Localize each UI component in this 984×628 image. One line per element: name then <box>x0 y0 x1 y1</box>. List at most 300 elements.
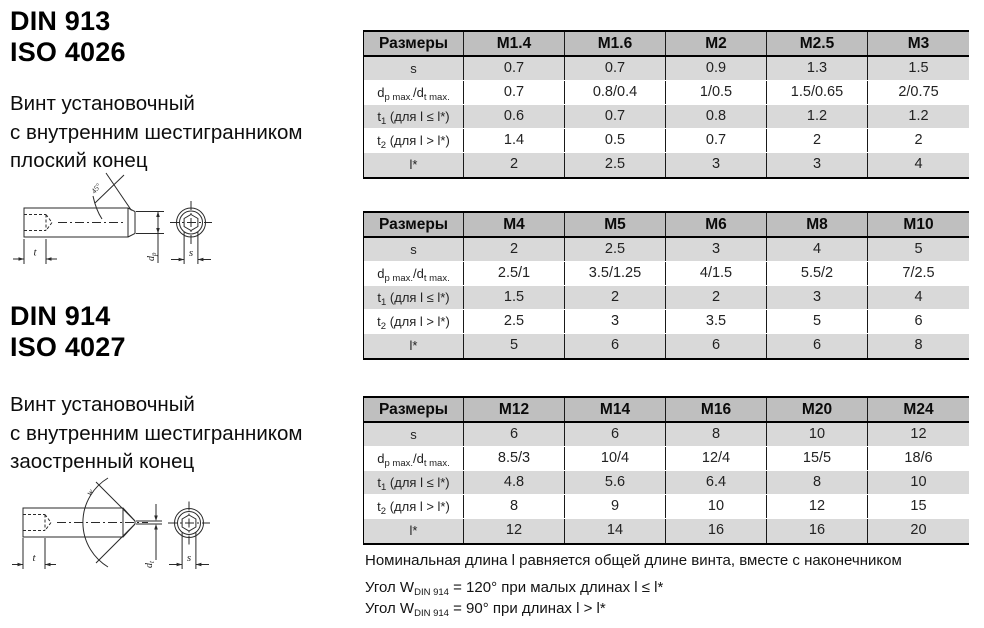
value-cell <box>565 423 666 446</box>
standard-code-din: DIN 914 <box>10 301 111 331</box>
value-cell <box>868 495 969 518</box>
label-text: t <box>377 109 382 124</box>
cell-value: 4.8 <box>503 474 525 490</box>
size-table-m4-m10 <box>363 211 969 360</box>
cell-value: 12/4 <box>701 450 731 466</box>
header-cell-thread-size <box>868 32 969 55</box>
label-text: s <box>410 61 417 76</box>
cell-value: 0.5 <box>604 132 626 148</box>
cell-value: 3 <box>711 156 721 172</box>
cell-value: 2/0.75 <box>898 84 939 100</box>
value-cell <box>565 81 666 104</box>
table-row <box>364 238 969 262</box>
header-label: M16 <box>700 401 732 418</box>
value-cell <box>464 129 565 152</box>
header-label: M24 <box>903 401 934 418</box>
label-text: d <box>377 266 385 281</box>
cell-value: 8 <box>914 337 923 353</box>
label-text: /d <box>413 451 424 466</box>
value-cell <box>868 262 969 285</box>
cell-value: 0.7 <box>705 132 727 148</box>
cell-value: 3 <box>812 156 822 172</box>
cell-value: 2 <box>509 156 519 172</box>
cell-value: 6 <box>914 313 923 329</box>
label-text: l* <box>409 338 418 353</box>
cell-value: 2.5 <box>503 313 525 329</box>
header-cell-thread-size <box>464 32 565 55</box>
note-text: Угол W <box>365 600 415 617</box>
header-label: M2.5 <box>799 35 835 52</box>
value-cell <box>868 129 969 152</box>
cell-value: 2.5 <box>604 156 626 172</box>
value-cell <box>666 310 767 333</box>
cell-value: 6 <box>610 337 620 353</box>
value-cell <box>868 471 969 494</box>
cell-value: 2.5 <box>604 241 626 257</box>
header-cell-thread-size <box>767 32 868 55</box>
label-text: t <box>377 475 382 490</box>
row-label <box>364 310 464 333</box>
value-cell <box>565 286 666 309</box>
value-cell <box>464 519 565 543</box>
cell-value: 6 <box>509 426 519 442</box>
cell-value: 15 <box>910 498 927 514</box>
value-cell <box>868 153 969 177</box>
cell-value: 1.2 <box>806 108 828 124</box>
value-cell <box>767 471 868 494</box>
value-cell <box>666 81 767 104</box>
cell-value: 1.5/0.65 <box>790 84 844 100</box>
cell-value: 16 <box>707 522 725 538</box>
header-label: M20 <box>801 401 833 418</box>
value-cell <box>868 519 969 543</box>
row-label <box>364 519 464 543</box>
cell-value: 12 <box>505 522 523 538</box>
header-cell-thread-size <box>565 32 666 55</box>
cell-value: 1.5 <box>908 60 929 76</box>
value-cell <box>666 519 767 543</box>
header-cell-thread-size <box>868 398 969 421</box>
table-row <box>364 471 969 495</box>
label-text: t <box>377 314 381 329</box>
header-cell-thread-size <box>868 213 969 236</box>
cell-value: 3.5 <box>705 313 727 329</box>
cell-value: 15/5 <box>802 450 832 466</box>
label-text: (для l > l*) <box>386 314 450 329</box>
label-text: (для l ≤ l*) <box>386 109 450 124</box>
value-cell <box>868 238 969 261</box>
value-cell <box>565 471 666 494</box>
table-header-row <box>364 213 969 238</box>
note-nominal-length <box>365 552 902 569</box>
row-label <box>364 262 464 285</box>
value-cell <box>868 423 969 446</box>
cell-value: 3 <box>610 313 620 329</box>
end-view-centerlines <box>168 502 210 545</box>
cell-value: 0.8/0.4 <box>592 84 638 100</box>
value-cell <box>565 334 666 358</box>
dt-dimension-lines <box>136 504 162 560</box>
cell-value: 4 <box>914 289 923 305</box>
table-row <box>364 129 969 153</box>
cell-value: 2 <box>711 289 721 305</box>
value-cell <box>565 495 666 518</box>
cell-value: 0.7 <box>503 60 525 76</box>
note-angle-90 <box>365 600 606 619</box>
label-text: s <box>410 427 417 442</box>
value-cell <box>767 286 868 309</box>
value-cell <box>666 129 767 152</box>
label-text: t <box>377 133 381 148</box>
cell-value: 0.6 <box>503 108 525 124</box>
value-cell <box>464 57 565 80</box>
dt-label-base: d <box>144 563 155 568</box>
header-label: Размеры <box>378 216 449 233</box>
header-cell-sizes <box>364 398 464 421</box>
hex-socket-hidden-lines <box>23 515 51 531</box>
header-label: M1.6 <box>597 35 633 52</box>
standard-codes-din914 <box>10 301 126 363</box>
value-cell <box>464 286 565 309</box>
label-text: t <box>377 290 382 305</box>
value-cell <box>565 310 666 333</box>
label-text: (для l > l*) <box>386 499 450 514</box>
row-label <box>364 81 464 104</box>
header-label: M8 <box>806 216 828 233</box>
value-cell <box>868 57 969 80</box>
cell-value: 0.7 <box>604 108 626 124</box>
value-cell <box>666 471 767 494</box>
dt-dimension-label <box>144 560 156 568</box>
screw-side-view <box>13 173 212 264</box>
value-cell <box>464 105 565 128</box>
value-cell <box>464 153 565 177</box>
label-subscript: 2 <box>380 506 387 517</box>
header-cell-thread-size <box>767 213 868 236</box>
table-row <box>364 57 969 81</box>
table-row <box>364 519 969 543</box>
label-text: t <box>377 499 381 514</box>
standard-code-din: DIN 913 <box>10 6 111 36</box>
value-cell <box>767 81 868 104</box>
product-description-din914 <box>10 391 303 477</box>
header-cell-sizes <box>364 32 464 55</box>
table-header-row <box>364 32 969 57</box>
value-cell <box>464 81 565 104</box>
header-label: M2 <box>705 35 727 52</box>
header-label: M1.4 <box>496 35 532 52</box>
value-cell <box>767 334 868 358</box>
value-cell <box>666 153 767 177</box>
value-cell <box>868 81 969 104</box>
row-label <box>364 286 464 309</box>
table-row <box>364 495 969 519</box>
cell-value: 1/0.5 <box>699 84 733 100</box>
cell-value: 6 <box>812 337 822 353</box>
t-dimension-label: t <box>33 246 37 259</box>
s-dimension-label: s <box>186 552 192 564</box>
label-subscript: 1 <box>381 116 387 127</box>
label-text: (для l > l*) <box>386 133 450 148</box>
header-cell-thread-size <box>767 398 868 421</box>
cell-value: 0.7 <box>503 84 525 100</box>
cell-value: 1.3 <box>806 60 828 76</box>
value-cell <box>464 495 565 518</box>
value-cell <box>464 447 565 470</box>
cell-value: 1.4 <box>503 132 525 148</box>
note-angle-120 <box>365 579 663 598</box>
value-cell <box>767 519 868 543</box>
label-text: l* <box>409 157 418 172</box>
value-cell <box>666 495 767 518</box>
s-dimension-label: s <box>188 247 194 259</box>
row-label <box>364 495 464 518</box>
label-text: (для l ≤ l*) <box>386 290 450 305</box>
value-cell <box>565 447 666 470</box>
cell-value: 2 <box>812 132 822 148</box>
label-subscript: 2 <box>380 321 387 332</box>
cell-value: 3.5/1.25 <box>588 265 642 281</box>
dt-label-subscript: t <box>148 561 156 563</box>
standard-code-iso: ISO 4027 <box>10 332 126 362</box>
dp-label-base: d <box>146 256 157 261</box>
value-cell <box>767 447 868 470</box>
value-cell <box>666 447 767 470</box>
value-cell <box>767 153 868 177</box>
angle-45-label: 45° <box>89 181 103 196</box>
table-row <box>364 262 969 286</box>
cell-value: 4/1.5 <box>699 265 733 281</box>
header-cell-thread-size <box>565 398 666 421</box>
cell-value: 10/4 <box>600 450 630 466</box>
cell-value: 5.5/2 <box>800 265 834 281</box>
value-cell <box>767 310 868 333</box>
value-cell <box>767 105 868 128</box>
value-cell <box>464 262 565 285</box>
note-text: Номинальная длина l равняется общей длине винта, вместе с наконечником <box>365 552 902 569</box>
cell-value: 0.8 <box>705 108 727 124</box>
row-label <box>364 471 464 494</box>
value-cell <box>767 129 868 152</box>
table-row <box>364 334 969 358</box>
cell-value: 2 <box>509 241 519 257</box>
value-cell <box>666 57 767 80</box>
note-text: Угол W <box>365 579 415 596</box>
end-view-centerlines <box>170 201 212 244</box>
cell-value: 5 <box>914 241 923 257</box>
description-line: Винт установочный <box>10 393 195 416</box>
header-label: M14 <box>599 401 631 418</box>
header-label: M5 <box>604 216 626 233</box>
cell-value: 4 <box>914 156 923 172</box>
description-line: заостренный конец <box>10 450 195 473</box>
cell-value: 0.7 <box>604 60 626 76</box>
row-label <box>364 105 464 128</box>
header-cell-thread-size <box>464 398 565 421</box>
note-subscript: DIN 914 <box>414 608 449 619</box>
label-subscript: p max. <box>384 458 414 469</box>
cell-value: 10 <box>910 474 927 490</box>
cell-value: 4 <box>812 241 822 257</box>
size-table-m1_4-m3 <box>363 30 969 179</box>
cell-value: 0.9 <box>705 60 727 76</box>
value-cell <box>565 262 666 285</box>
label-subscript: t max. <box>423 458 450 469</box>
cell-value: 12 <box>808 498 826 514</box>
value-cell <box>666 423 767 446</box>
header-label: M4 <box>503 216 525 233</box>
cell-value: 8 <box>711 426 721 442</box>
label-text: d <box>377 451 385 466</box>
screw-side-view <box>12 478 210 569</box>
cell-value: 1.2 <box>908 108 929 124</box>
header-label: M10 <box>903 216 934 233</box>
cell-value: 6.4 <box>705 474 727 490</box>
note-text: = 90° при длинах l > l* <box>448 600 606 617</box>
cell-value: 18/6 <box>904 450 933 466</box>
row-label <box>364 57 464 80</box>
value-cell <box>565 105 666 128</box>
cell-value: 12 <box>910 426 927 442</box>
size-table-m12-m24 <box>363 396 969 545</box>
hex-socket-hidden-lines <box>24 215 52 231</box>
value-cell <box>565 519 666 543</box>
table-row <box>364 105 969 129</box>
cell-value: 6 <box>711 337 721 353</box>
cell-value: 14 <box>606 522 624 538</box>
cell-value: 9 <box>610 498 620 514</box>
header-label: M6 <box>705 216 727 233</box>
label-subscript: t max. <box>423 92 450 103</box>
label-text: l* <box>409 523 418 538</box>
table-row <box>364 81 969 105</box>
value-cell <box>666 105 767 128</box>
value-cell <box>565 238 666 261</box>
cell-value: 5 <box>812 313 822 329</box>
value-cell <box>868 310 969 333</box>
cell-value: 16 <box>808 522 826 538</box>
value-cell <box>565 57 666 80</box>
standard-codes-din913 <box>10 6 126 68</box>
row-label <box>364 238 464 261</box>
header-label: M3 <box>907 35 930 52</box>
cell-value: 10 <box>808 426 826 442</box>
value-cell <box>666 238 767 261</box>
table-header-row <box>364 398 969 423</box>
table-row <box>364 447 969 471</box>
header-label: Размеры <box>378 35 449 52</box>
value-cell <box>565 129 666 152</box>
value-cell <box>868 105 969 128</box>
description-line: с внутренним шестигранником <box>10 421 303 445</box>
value-cell <box>464 423 565 446</box>
value-cell <box>767 423 868 446</box>
value-cell <box>666 262 767 285</box>
drawing-din914-cone-point <box>8 468 258 603</box>
description-line: с внутренним шестигранником <box>10 120 303 144</box>
header-cell-thread-size <box>666 213 767 236</box>
value-cell <box>767 238 868 261</box>
value-cell <box>868 334 969 358</box>
cell-value: 2 <box>610 289 620 305</box>
cell-value: 5 <box>509 337 519 353</box>
value-cell <box>565 153 666 177</box>
cell-value: 7/2.5 <box>902 265 935 281</box>
cell-value: 5.6 <box>604 474 626 490</box>
label-subscript: p max. <box>384 92 414 103</box>
value-cell <box>464 310 565 333</box>
drawing-din913-flat-point <box>8 160 258 295</box>
value-cell <box>666 286 767 309</box>
cell-value: 8.5/3 <box>497 450 531 466</box>
value-cell <box>767 57 868 80</box>
value-cell <box>767 262 868 285</box>
header-cell-thread-size <box>464 213 565 236</box>
chamfer-angle-leader <box>95 173 132 211</box>
label-subscript: t max. <box>423 273 450 284</box>
label-text: s <box>410 242 417 257</box>
t-dimension-label: t <box>32 552 36 564</box>
label-text: /d <box>413 266 424 281</box>
label-subscript: 1 <box>381 482 387 493</box>
value-cell <box>464 334 565 358</box>
value-cell <box>868 447 969 470</box>
row-label <box>364 334 464 358</box>
header-label: M12 <box>498 401 530 418</box>
angle-w-label: w <box>84 486 96 498</box>
label-text: (для l ≤ l*) <box>386 475 450 490</box>
note-subscript: DIN 914 <box>414 587 449 598</box>
value-cell <box>767 495 868 518</box>
cell-value: 2.5/1 <box>497 265 531 281</box>
cell-value: 3 <box>711 241 721 257</box>
header-cell-thread-size <box>666 398 767 421</box>
cell-value: 6 <box>610 426 620 442</box>
cell-value: 1.5 <box>503 289 525 305</box>
description-line: плоский конец <box>10 149 148 172</box>
label-subscript: 1 <box>381 297 387 308</box>
note-text: = 120° при малых длинах l ≤ l* <box>448 579 664 596</box>
cell-value: 3 <box>812 289 822 305</box>
table-row <box>364 153 969 177</box>
header-cell-thread-size <box>666 32 767 55</box>
chamfered-tip <box>128 208 135 237</box>
cell-value: 2 <box>914 132 923 148</box>
cell-value: 20 <box>910 522 927 538</box>
table-row <box>364 423 969 447</box>
dp-label-subscript: p <box>150 252 158 256</box>
value-cell <box>464 471 565 494</box>
value-cell <box>464 238 565 261</box>
row-label <box>364 153 464 177</box>
label-text: /d <box>413 85 424 100</box>
header-cell-sizes <box>364 213 464 236</box>
cell-value: 8 <box>509 498 519 514</box>
value-cell <box>666 334 767 358</box>
header-cell-thread-size <box>565 213 666 236</box>
description-line: Винт установочный <box>10 92 195 115</box>
row-label <box>364 129 464 152</box>
value-cell <box>868 286 969 309</box>
dp-dimension-label <box>146 252 158 261</box>
table-row <box>364 286 969 310</box>
label-subscript: p max. <box>384 273 414 284</box>
label-subscript: 2 <box>380 140 387 151</box>
row-label <box>364 447 464 470</box>
header-label: Размеры <box>378 401 449 418</box>
label-text: d <box>377 85 385 100</box>
cell-value: 10 <box>707 498 725 514</box>
